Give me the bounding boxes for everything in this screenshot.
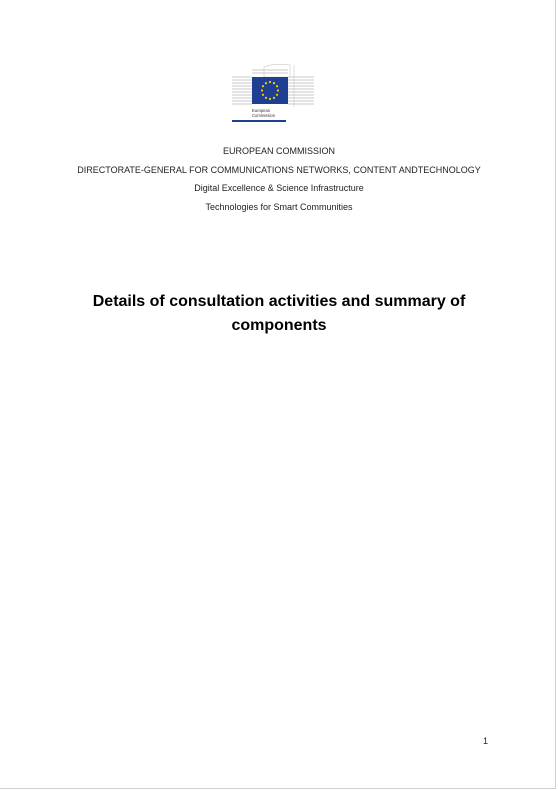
european-commission-logo (230, 63, 318, 123)
page-number: 1 (483, 736, 489, 746)
logo-underline (232, 120, 286, 122)
logo-text-line2: Commission (252, 113, 276, 118)
directorate-name: DIRECTORATE-GENERAL FOR COMMUNICATIONS NETWORKS, CONTENT ANDTECHNOLOGY (77, 164, 481, 175)
organization-name: EUROPEAN COMMISSION (222, 146, 335, 156)
unit-name: Digital Excellence & Science Infrastructure (194, 183, 364, 193)
logo-text-line1: European (252, 108, 271, 113)
sub-unit-name: Technologies for Smart Communities (205, 201, 353, 212)
document-title: Details of consultation activities and summary of components (92, 293, 466, 334)
document-header (0, 142, 558, 216)
